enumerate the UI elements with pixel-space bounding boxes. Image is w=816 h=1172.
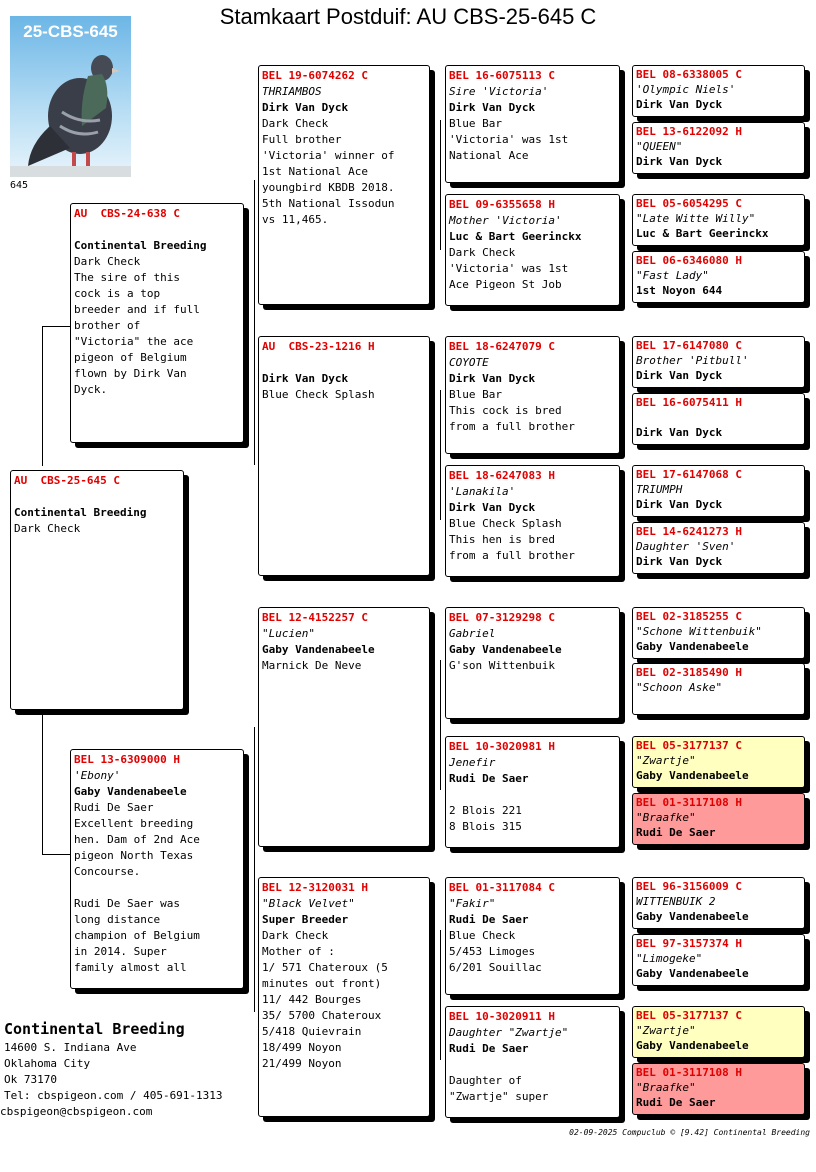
owner-address <box>0 1018 223 1120</box>
card-dam-dam[interactable] <box>258 877 430 1117</box>
info-line: 'Victoria' winner of <box>262 149 395 162</box>
info-line: 5/453 Limoges <box>449 945 536 958</box>
pigeon-name: "Fakir" <box>449 897 496 910</box>
info-line: youngbird KBDB 2018. <box>262 181 395 194</box>
breeder: Rudi De Saer <box>636 826 716 839</box>
card-g4[interactable] <box>632 251 805 303</box>
ring-number: BEL 05-3177137 C <box>636 1009 742 1022</box>
info-line: Concourse. <box>74 865 141 878</box>
ring-number: BEL 96-3156009 C <box>636 880 742 893</box>
breeder: Dirk Van Dyck <box>636 369 723 382</box>
pigeon-name: "Braafke" <box>636 1081 696 1094</box>
ring-number: BEL 13-6122092 H <box>636 125 742 138</box>
info-line: 'Victoria' was 1st <box>449 133 569 146</box>
ring-number: BEL 17-6147068 C <box>636 468 742 481</box>
connector <box>42 854 70 855</box>
info-line: 5/418 Quievrain <box>262 1025 362 1038</box>
breeder: Rudi De Saer <box>449 1042 529 1055</box>
pigeon-name: 'Olympic Niels' <box>636 83 736 96</box>
info-line: 18/499 Noyon <box>262 1041 342 1054</box>
pigeon-name: THRIAMBOS <box>262 85 322 98</box>
card-sire-dam[interactable] <box>258 336 430 576</box>
connector <box>42 326 70 327</box>
card-dam-sire[interactable] <box>258 607 430 847</box>
info-line: Excellent breeding <box>74 817 194 830</box>
breeder: Rudi De Saer <box>636 1096 716 1109</box>
card-sire-sire[interactable] <box>258 65 430 305</box>
card-g15[interactable] <box>632 1006 805 1058</box>
ring-number: BEL 97-3157374 H <box>636 937 742 950</box>
connector <box>42 326 43 466</box>
card-subject[interactable] <box>10 470 184 710</box>
pigeon-name: "Braafke" <box>636 811 696 824</box>
info-line: minutes out front) <box>262 977 382 990</box>
card-g9[interactable] <box>632 607 805 659</box>
info-line: 21/499 Noyon <box>262 1057 342 1070</box>
ring-number: BEL 12-4152257 C <box>262 611 368 624</box>
breeder: Luc & Bart Geerinckx <box>636 227 769 240</box>
breeder: Dirk Van Dyck <box>636 498 723 511</box>
breeder: Dirk Van Dyck <box>262 101 349 114</box>
info-line: Dark Check <box>262 117 329 130</box>
breeder: Gaby Vandenabeele <box>636 769 749 782</box>
breeder: Gaby Vandenabeele <box>74 785 187 798</box>
breeder: Dirk Van Dyck <box>262 372 349 385</box>
info-line: Dark Check <box>74 255 141 268</box>
ring-number: BEL 05-6054295 C <box>636 197 742 210</box>
info-line: 35/ 5700 Chateroux <box>262 1009 382 1022</box>
ring-number: BEL 02-3185490 H <box>636 666 742 679</box>
pigeon-name: "Late Witte Willy" <box>636 212 756 225</box>
breeder: Dirk Van Dyck <box>636 155 723 168</box>
connector <box>440 120 441 250</box>
breeder: Gaby Vandenabeele <box>636 1039 749 1052</box>
info-line: National Ace <box>449 149 529 162</box>
info-line: pigeon of Belgium <box>74 351 187 364</box>
info-line <box>74 880 240 896</box>
info-line: cock is a top <box>74 287 161 300</box>
pigeon-name: "Fast Lady" <box>636 269 709 282</box>
info-line: 1/ 571 Chateroux (5 <box>262 961 388 974</box>
info-line: 5th National Issodun <box>262 197 395 210</box>
info-line: 1st National Ace <box>262 165 368 178</box>
pigeon-name: Mother 'Victoria' <box>449 214 562 227</box>
card-sds[interactable] <box>445 336 620 454</box>
info-line: The sire of this <box>74 271 180 284</box>
ring-number: BEL 16-6075411 H <box>636 396 742 409</box>
ring-number: BEL 10-3020981 H <box>449 740 555 753</box>
ring-number: BEL 06-6346080 H <box>636 254 742 267</box>
pigeon-name: Daughter 'Sven' <box>636 540 736 553</box>
info-line: breeder and if full <box>74 303 200 316</box>
card-sire[interactable] <box>70 203 244 443</box>
info-line: 6/201 Souillac <box>449 961 542 974</box>
ring-number: BEL 09-6355658 H <box>449 198 555 211</box>
owner-email: cbspigeon@cbspigeon.com <box>0 1105 153 1118</box>
pigeon-name: WITTENBUIK 2 <box>636 895 716 908</box>
info-line: G'son Wittenbuik <box>449 659 555 672</box>
breeder: Dirk Van Dyck <box>449 101 536 114</box>
info-line: Mother of : <box>262 945 335 958</box>
info-line <box>449 787 616 803</box>
breeder: Rudi De Saer <box>449 772 529 785</box>
breeder: Rudi De Saer <box>449 913 529 926</box>
card-dam[interactable] <box>70 749 244 989</box>
address-line: Oklahoma City <box>4 1057 91 1070</box>
card-g13[interactable] <box>632 877 805 929</box>
ring-number: BEL 18-6247083 H <box>449 469 555 482</box>
info-line: pigeon North Texas <box>74 849 194 862</box>
pigeon-name: TRIUMPH <box>636 483 683 496</box>
card-dsd[interactable] <box>445 736 620 848</box>
pigeon-name <box>74 222 240 238</box>
pigeon-name: "Schoon Aske" <box>636 681 723 694</box>
info-line: This cock is bred <box>449 404 562 417</box>
ring-number: BEL 18-6247079 C <box>449 340 555 353</box>
info-line: Blue Check Splash <box>262 388 375 401</box>
card-g6[interactable] <box>632 393 805 445</box>
info-line: from a full brother <box>449 420 575 433</box>
breeder: Dirk Van Dyck <box>449 372 536 385</box>
breeder: Luc & Bart Geerinckx <box>449 230 582 243</box>
card-g2[interactable] <box>632 122 805 174</box>
card-sss[interactable] <box>445 65 620 183</box>
info-line: long distance <box>74 913 161 926</box>
card-g16[interactable] <box>632 1063 805 1115</box>
ring-number: BEL 08-6338005 C <box>636 68 742 81</box>
ring-number: AU CBS-25-645 C <box>14 474 120 487</box>
info-line: flown by Dirk Van <box>74 367 187 380</box>
info-line: family almost all <box>74 961 187 974</box>
breeder: Continental Breeding <box>74 239 207 252</box>
pigeon-name: Gabriel <box>449 627 496 640</box>
info-line: 'Victoria' was 1st <box>449 262 569 275</box>
pigeon-name: Jenefir <box>449 756 496 769</box>
pigeon-name: Sire 'Victoria' <box>449 85 549 98</box>
ring-number: AU CBS-24-638 C <box>74 207 180 220</box>
info-line: "Victoria" the ace <box>74 335 194 348</box>
info-line <box>449 1057 616 1073</box>
info-line: Full brother <box>262 133 342 146</box>
breeder: Dirk Van Dyck <box>449 501 536 514</box>
pigeon-name: "Schone Wittenbuik" <box>636 625 762 638</box>
pigeon-name <box>262 355 426 371</box>
address-line: 14600 S. Indiana Ave <box>4 1041 137 1054</box>
connector <box>254 180 255 465</box>
pigeon-name: Brother 'Pitbull' <box>636 354 749 367</box>
breeder: Dirk Van Dyck <box>636 555 723 568</box>
ring-number: BEL 19-6074262 C <box>262 69 368 82</box>
pigeon-name: "QUEEN" <box>636 140 683 153</box>
breeder: Gaby Vandenabeele <box>262 643 375 656</box>
card-g7[interactable] <box>632 465 805 517</box>
pigeon-name: "Limogeke" <box>636 952 703 965</box>
ring-number: BEL 16-6075113 C <box>449 69 555 82</box>
breeder: Dirk Van Dyck <box>636 98 723 111</box>
info-line: champion of Belgium <box>74 929 200 942</box>
info-line: 8 Blois 315 <box>449 820 522 833</box>
card-dds[interactable] <box>445 877 620 995</box>
info-line: vs 11,465. <box>262 213 329 226</box>
card-ssd[interactable] <box>445 194 620 306</box>
photo-caption: 645 <box>10 180 29 191</box>
ring-number: BEL 14-6241273 H <box>636 525 742 538</box>
info-line: 2 Blois 221 <box>449 804 522 817</box>
breeder: 1st Noyon 644 <box>636 284 723 297</box>
pigeon-name: 'Lanakila' <box>449 485 516 498</box>
pigeon-name: "Zwartje" <box>636 754 696 767</box>
ring-number: BEL 02-3185255 C <box>636 610 742 623</box>
ring-number: BEL 17-6147080 C <box>636 339 742 352</box>
breeder: Gaby Vandenabeele <box>636 967 749 980</box>
breeder: Dirk Van Dyck <box>636 426 723 439</box>
pigeon-name: COYOTE <box>449 356 489 369</box>
info-line: Dark Check <box>449 246 516 259</box>
ring-number: BEL 13-6309000 H <box>74 753 180 766</box>
photo-ring-label: 25-CBS-645 <box>23 22 118 41</box>
info-line: from a full brother <box>449 549 575 562</box>
card-g11[interactable] <box>632 736 805 788</box>
owner-name: Continental Breeding <box>4 1020 185 1038</box>
info-line: Ace Pigeon St Job <box>449 278 562 291</box>
page-title: Stamkaart Postduif: AU CBS-25-645 C <box>219 4 597 29</box>
card-g5[interactable] <box>632 336 805 388</box>
connector <box>42 714 43 854</box>
pigeon-name <box>14 489 180 505</box>
info-line: in 2014. Super <box>74 945 167 958</box>
info-line: Marnick De Neve <box>262 659 362 672</box>
info-line: Rudi De Saer <box>74 801 154 814</box>
ring-number: AU CBS-23-1216 H <box>262 340 375 353</box>
info-line: This hen is bred <box>449 533 555 546</box>
info-line: Blue Check <box>449 929 516 942</box>
ring-number: BEL 01-3117084 C <box>449 881 555 894</box>
card-g1[interactable] <box>632 65 805 117</box>
info-line: "Zwartje" super <box>449 1090 549 1103</box>
card-sdd[interactable] <box>445 465 620 577</box>
info-line: Rudi De Saer was <box>74 897 180 910</box>
pigeon-name <box>636 410 801 425</box>
info-line: Blue Bar <box>449 388 502 401</box>
breeder: Gaby Vandenabeele <box>636 910 749 923</box>
info-line: Dark Check <box>262 929 329 942</box>
pigeon-name: 'Ebony' <box>74 769 121 782</box>
card-g3[interactable] <box>632 194 805 246</box>
card-dss[interactable] <box>445 607 620 719</box>
ring-number: BEL 10-3020911 H <box>449 1010 555 1023</box>
card-g10[interactable] <box>632 663 805 715</box>
pigeon-name: "Lucien" <box>262 627 315 640</box>
info-line: brother of <box>74 319 141 332</box>
connector <box>254 727 255 1012</box>
pigeon-name: "Black Velvet" <box>262 897 355 910</box>
card-ddd[interactable] <box>445 1006 620 1118</box>
breeder: Continental Breeding <box>14 506 147 519</box>
owner-tel: Tel: cbspigeon.com / 405-691-1313 <box>4 1089 223 1102</box>
info-line: Blue Check Splash <box>449 517 562 530</box>
ring-number: BEL 01-3117108 H <box>636 1066 742 1079</box>
ring-number: BEL 05-3177137 C <box>636 739 742 752</box>
connector <box>440 660 441 790</box>
breeder: Super Breeder <box>262 913 349 926</box>
ring-number: BEL 07-3129298 C <box>449 611 555 624</box>
connector <box>440 390 441 520</box>
card-g14[interactable] <box>632 934 805 986</box>
info-line: Dyck. <box>74 383 108 396</box>
breeder: Gaby Vandenabeele <box>449 643 562 656</box>
address-line: Ok 73170 <box>4 1073 57 1086</box>
card-g8[interactable] <box>632 522 805 574</box>
footer-credit: 02-09-2025 Compuclub © [9.42] Continental Breeding <box>569 1128 810 1137</box>
pigeon-photo <box>10 16 131 177</box>
info-line: Blue Bar <box>449 117 502 130</box>
pigeon-name: "Zwartje" <box>636 1024 696 1037</box>
info-line: Daughter of <box>449 1074 522 1087</box>
connector <box>440 930 441 1060</box>
pigeon-icon <box>10 16 131 177</box>
info-line: hen. Dam of 2nd Ace <box>74 833 200 846</box>
breeder: Gaby Vandenabeele <box>636 640 749 653</box>
ring-number: BEL 12-3120031 H <box>262 881 368 894</box>
pigeon-name: Daughter "Zwartje" <box>449 1026 569 1039</box>
info-line: 11/ 442 Bourges <box>262 993 362 1006</box>
ring-number: BEL 01-3117108 H <box>636 796 742 809</box>
card-g12[interactable] <box>632 793 805 845</box>
info-line: Dark Check <box>14 522 81 535</box>
